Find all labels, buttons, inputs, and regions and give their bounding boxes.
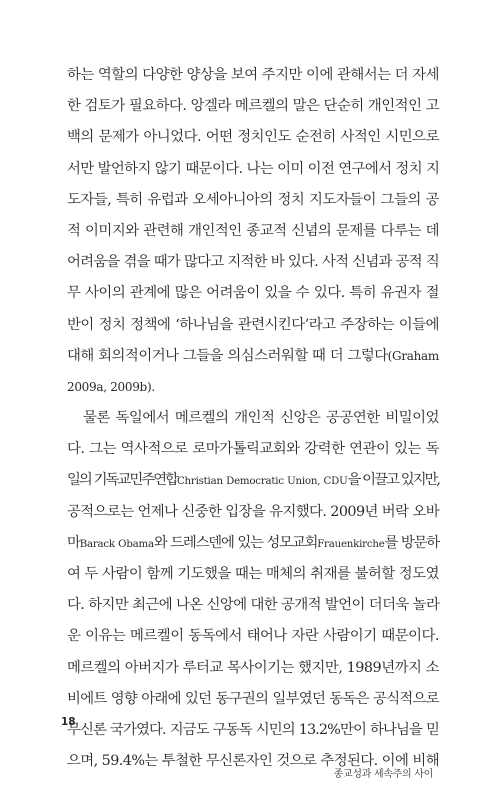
inline-annotation: 2009a, 2009b).: [67, 379, 155, 394]
text-line: [67, 434, 439, 465]
text-run: 무신론 국가였다. 지금도 구동독 시민의 13.2%만이 하나님을 믿: [67, 721, 439, 738]
text-run: 물론 독일에서 메르켈의 개인적 신앙은 공공연한 비밀이었: [83, 410, 439, 427]
page-number: 18: [61, 716, 76, 728]
inline-annotation: Barack Obama: [79, 538, 154, 550]
text-run: 하는 역할의 다양한 양상을 보여 주지만 이에 관해서는 더 자세: [67, 67, 439, 83]
text-run: 도자들, 특히 유럽과 오세아니아의 정치 지도자들이 그들의 공: [67, 191, 439, 208]
text-run: 어려움을 겪을 때가 많다고 지적한 바 있다. 사적 신념과 공적 직: [67, 254, 439, 271]
text-line: [67, 653, 439, 684]
text-line: [67, 621, 439, 652]
text-run: 비에트 영향 아래에 있던 동구권의 일부였던 동독은 공식적으로: [67, 690, 439, 707]
text-run: 반이 정치 정책에 ‘하나님을 관련시킨다’라고 주장하는 이들에: [67, 316, 439, 333]
text-line: [67, 247, 439, 278]
text-line: [67, 216, 439, 247]
text-run: 마: [67, 534, 80, 551]
text-line: [67, 559, 439, 590]
text-run: 으며, 59.4%는 투철한 무신론자인 것으로 추정된다. 이에 비해: [67, 753, 439, 770]
text-line: [67, 154, 439, 185]
text-run: 일의 기독교민주연합: [67, 472, 177, 489]
inline-annotation: Christian Democratic Union, CDU: [176, 476, 348, 488]
text-run: 서만 발언하지 않기 때문이다. 나는 이미 이전 연구에서 정치 지: [67, 160, 440, 177]
running-footer: 종교성과 세속주의 사이: [333, 769, 433, 780]
text-line: [67, 684, 439, 715]
text-line: [67, 122, 439, 153]
text-line: [67, 341, 439, 372]
text-run: 적 이미지와 관련해 개인적인 종교적 신념의 문제를 다루는 데: [67, 222, 439, 239]
text-run: 메르켈의 아버지가 루터교 목사이기는 했지만, 1989년까지 소: [67, 659, 439, 676]
body-text: [67, 60, 439, 777]
inline-annotation: Frauenkirche: [317, 538, 385, 550]
text-run: 를 방문하: [384, 534, 439, 551]
text-run: 한 검토가 필요하다. 앙겔라 메르켈의 말은 단순히 개인적인 고: [67, 98, 439, 115]
text-line: [67, 60, 439, 91]
paragraph-2: [67, 403, 439, 777]
text-run: 공적으로는 언제나 신중한 입장을 유지했다. 2009년 버락 오바: [67, 503, 439, 520]
text-line: [67, 715, 439, 746]
text-line: [67, 528, 439, 559]
text-run: 운 이유는 메르켈이 동독에서 태어나 자란 사람이기 때문이다.: [67, 628, 439, 645]
text-line: [67, 497, 439, 528]
text-line: [67, 310, 439, 341]
text-run: 다. 그는 역사적으로 로마가톨릭교회와 강력한 연관이 있는 독: [67, 441, 439, 458]
text-run: 대해 회의적이거나 그들을 의심스러워할 때 더 그렇다: [67, 347, 388, 364]
text-run: 백의 문제가 아니었다. 어떤 정치인도 순전히 사적인 시민으로: [67, 129, 439, 146]
text-line: [67, 590, 439, 621]
text-run: 와 드레스덴에 있는 성모교회: [153, 534, 318, 551]
text-line: [67, 278, 439, 309]
text-line: [67, 185, 439, 216]
paragraph-1: [67, 60, 439, 403]
text-line: [67, 91, 439, 122]
text-line: [67, 465, 439, 496]
text-run: 여 두 사람이 함께 기도했을 때는 매체의 취재를 불허할 정도였: [67, 566, 439, 582]
inline-annotation: (Graham: [387, 348, 439, 363]
text-line: [67, 372, 439, 403]
text-run: 다. 하지만 최근에 나온 신앙에 대한 공개적 발언이 더더욱 놀라: [67, 597, 440, 614]
text-line: [67, 403, 439, 434]
text-run: 무 사이의 관계에 많은 어려움이 있을 수 있다. 특히 유권자 절: [67, 285, 439, 302]
text-run: 을 이끌고 있지만,: [347, 472, 439, 489]
